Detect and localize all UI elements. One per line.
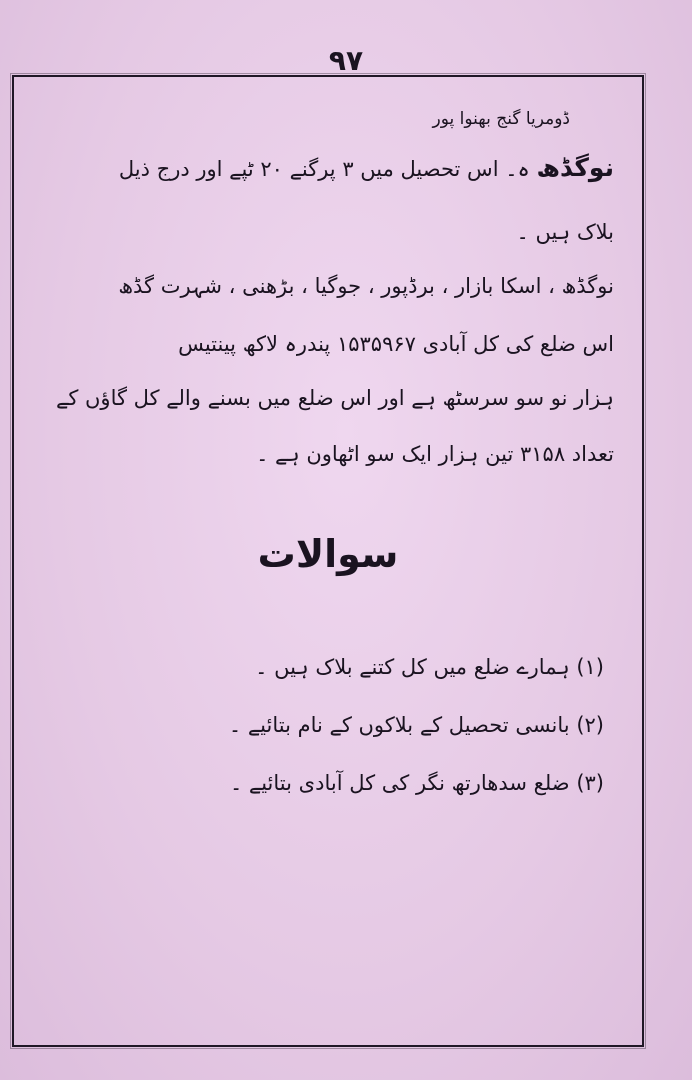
- question-3: (۳) ضلع سدھارتھ نگر کی کل آبادی بتائیے ۔: [229, 771, 604, 795]
- page-frame: [12, 75, 644, 1047]
- text-line-5: ہزار نو سو سرسٹھ ہے اور اس ضلع میں بسنے والے کل گاؤں کے: [56, 386, 614, 410]
- intro-line: [119, 153, 614, 184]
- questions-heading: سوالات: [257, 532, 399, 576]
- text-line-4: اس ضلع کی کل آبادی ۱۵۳۵۹۶۷ پندرہ لاکھ پینتیس: [178, 332, 614, 356]
- intro-text: اس تحصیل میں ۳ پرگنے ۲۰ ٹپے اور درج ذیل: [118, 157, 499, 181]
- question-2: (۲) بانسی تحصیل کے بلاکوں کے نام بتائیے ۔: [228, 713, 604, 737]
- question-1: (۱) ہمارے ضلع میں کل کتنے بلاک ہیں ۔: [255, 655, 604, 679]
- text-line-2: بلاک ہیں ۔: [516, 220, 614, 244]
- top-line: ڈومریا گنج بھنوا پور: [432, 109, 570, 129]
- text-line-3: نوگڈھ ، اسکا بازار ، برڈپور ، جوگیا ، بڑھنی ، شہرت گڈھ: [118, 274, 614, 298]
- page-content: [14, 77, 642, 1045]
- page-number: ۹۷: [328, 44, 364, 77]
- intro-term: نوگڈھ: [536, 153, 614, 182]
- intro-dash: ہ۔: [505, 157, 530, 181]
- text-line-6: تعداد ۳۱۵۸ تین ہزار ایک سو اٹھاون ہے ۔: [256, 442, 614, 466]
